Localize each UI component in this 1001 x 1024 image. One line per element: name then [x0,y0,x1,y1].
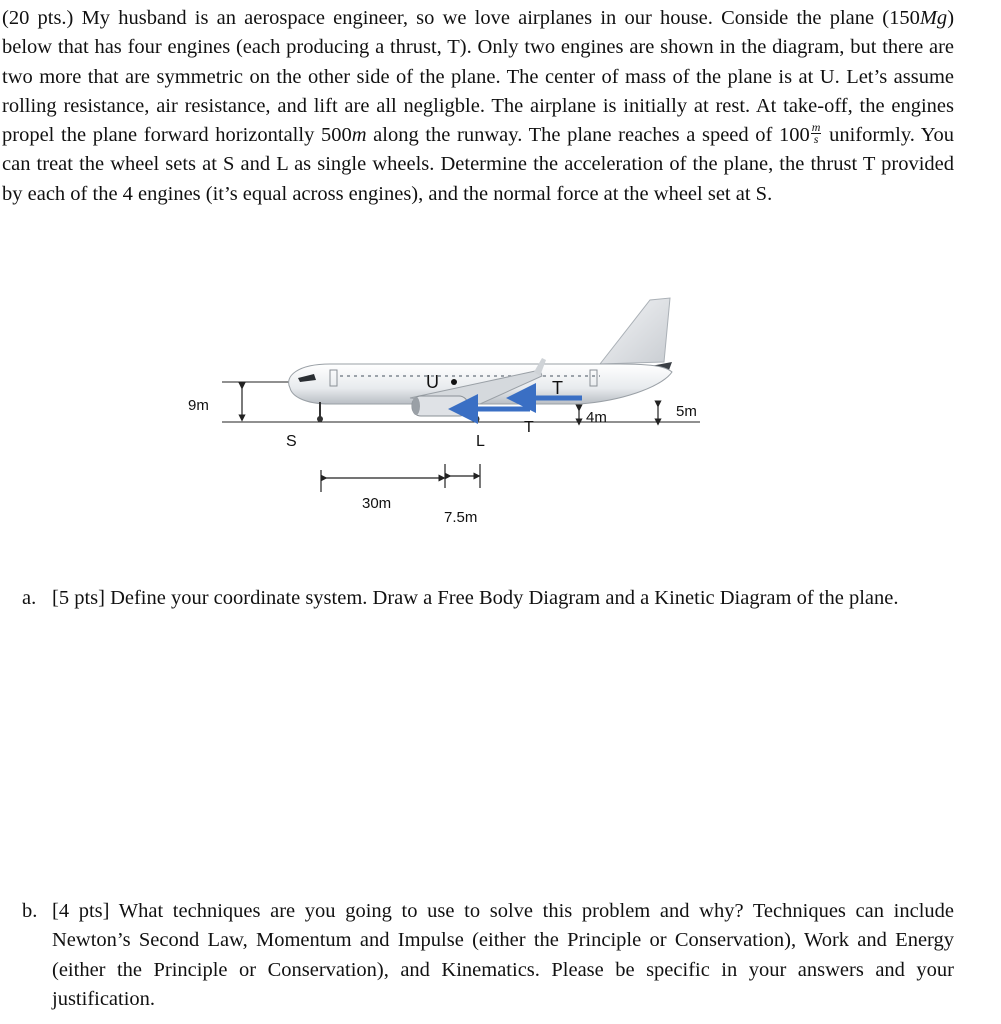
problem-sentence-1: My husband is an aerospace engineer, so we love airplanes in our house. Conside the plane (150 [81,7,920,29]
thrust-label-bottom: T [524,419,534,436]
nose-wheel [317,416,323,422]
part-a-label: a. [22,587,37,609]
speed-unit-fraction [811,119,822,146]
problem-sentence-2: ) below that has four engines (each producing a thrust, T). Only two engines are shown in the diagram, but there are two more that are symmetric on the other side of the plane. The center of mass of the plane is at U. Let’s assume rolling resistance, air resistance, and lift are all negligble. The airplane is initially at rest. At take-off, the engines propel the plane forward horizontally 500 [2,7,955,147]
problem-text [2,4,954,209]
points-label: (20 pts.) [2,7,74,29]
tail-engine-label: 5m [676,403,697,420]
tail-fin [600,298,670,364]
dist-s-u-label: 30m [362,495,392,512]
dist-u-l-label: 7.5m [444,509,478,526]
wheel-s-label: S [286,433,297,450]
part-a-text: [5 pts] Define your coordinate system. Draw a Free Body Diagram and a Kinetic Diagram of the plane. [52,587,899,609]
problem-sentence-3: along the runway. The plane reaches a speed of 100 [366,124,810,147]
airplane-diagram [180,292,720,532]
cg-dot [451,379,457,385]
thrust-label-top: T [552,378,563,398]
part-b-text: [4 pts] What techniques are you going to use to solve this problem and why? Techniques can include Newton’s Second Law, Momentum and Impulse (either the Principle or Conservation), Work and Energy (either the Principle or Conservation), and Kinematics. Please be specific in your answers and your justification. [52,900,954,1010]
part-a [22,584,954,613]
mass-variable: Mg [919,7,948,29]
height-label: 9m [188,397,209,414]
distance-unit: m [351,124,367,147]
problem-sentence-4: uniformly. You can treat the wheel sets at S and L as single wheels. Determine the acceleration of the plane, the thrust T provided by each of the 4 engines (it’s equal across engines), and the normal force at the wheel set at S. [2,124,954,205]
part-b-label: b. [22,900,38,922]
wheel-l-label: L [476,433,485,450]
engine-nacelle [412,396,468,416]
cg-label: U [426,372,439,392]
part-b [22,897,954,1014]
engine-intake [412,397,420,415]
speed-unit-denominator: s [813,131,819,146]
main-wheel [473,416,480,423]
speed-unit-numerator: m [811,119,821,134]
problem-statement [2,4,954,209]
engine-offset-label: 4m [586,409,607,426]
